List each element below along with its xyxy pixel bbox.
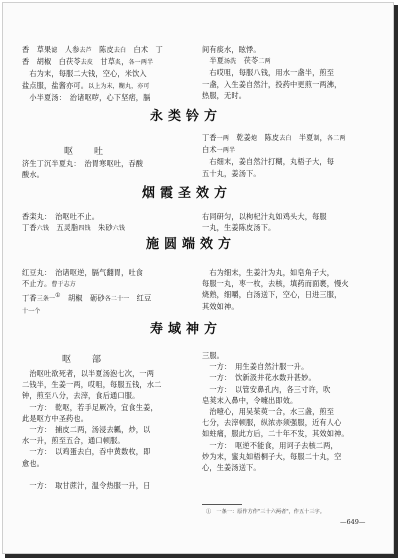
text-line (22, 469, 198, 480)
text-line: 一方： 饮新汲井花水数升甚妙。 (202, 373, 316, 383)
page-shadow-right (394, 5, 398, 557)
yanxia-left-text (22, 211, 198, 234)
text-line: 香 草果滤 人参去芦 陈皮去白 白术 丁 (22, 45, 163, 54)
text-line: 钟，煎至八分，去滓，食后通口服。 (22, 391, 140, 401)
yanxia-right-text (202, 211, 378, 233)
text-line: 烧熟，细嚼，白汤送下，空心，日进三服， (202, 290, 342, 300)
text-line: 丁香六钱 五灵脂四钱 朱砂六钱 (22, 223, 125, 233)
text-line: 白术一两半 (202, 145, 236, 155)
text-line: 右同研匀，以枸杞汁丸如鸡头大，每服 (202, 212, 327, 221)
text-line: 水一升，煎至五合，通口顿服。 (22, 436, 125, 446)
text-line: 香 胡椒 白茯苓去皮 甘草炙，各一两半 (22, 57, 154, 67)
yonglei-right-text (202, 132, 378, 179)
section-title-shouyu: 寿域神方 (150, 322, 223, 337)
text-line: 间有痰水，眩悸。 (202, 45, 261, 54)
text-line: 半夏汤洗 茯苓二两 (202, 56, 271, 66)
text-line: 红豆丸： 治诸呕逆，膈气翻胃，吐食 (22, 268, 144, 277)
text-line: 炒为末，蜜丸如梧桐子大，每服二十丸，空 (202, 451, 342, 461)
text-line: 此是呕方中圣药也。 (22, 413, 89, 423)
text-line: 一方： 以管安鼻孔内，各三寸许，吹 (202, 384, 331, 394)
text-line: 愈也。 (22, 458, 45, 468)
top-left-text (22, 44, 198, 103)
sub-heading-oubu: 呕 部 (62, 355, 108, 365)
text-line: 五十丸，姜汤下。 (202, 168, 261, 178)
text-line: 丁香三条一① 胡椒 砺砂各二十一 红豆 (22, 292, 152, 303)
text-line: 热服，无时。 (202, 90, 247, 100)
text-line: 十一个 (22, 308, 41, 315)
section-title-yanxia: 烟霞圣效方 (142, 186, 233, 201)
text-line: 心，生姜汤送下。 (202, 463, 261, 473)
yonglei-left-text (22, 158, 198, 180)
text-line: 盐点服，盐酱亦可。以上为末，糊丸，亦可 (22, 80, 150, 90)
text-line: 济生丁沉半夏丸： 治胃寒呕吐，吞酸 (22, 159, 144, 168)
shiyuanduan-right-text (202, 267, 378, 312)
page-shadow-bottom (5, 554, 398, 558)
text-line: 一方： 乾呕，若手足厥冷，宜食生姜， (22, 402, 158, 412)
text-line: 一方： 呕逆不能食，用诃子去核二两， (202, 440, 338, 450)
section-title-yonglei: 永类钤方 (150, 109, 223, 124)
sub-heading-outu: 呕 吐 (64, 147, 110, 157)
text-line: 小半夏汤： 治诸呕哕，心下坚痞，膈 (22, 92, 151, 102)
text-line: 丁香一两 乾姜炮 陈皮去白 半夏制，各二两 (202, 133, 346, 142)
text-line: 右细末，姜自然汁打糊，丸梧子大，每 (202, 157, 335, 167)
text-line: 治呕吐欲死者，以半夏汤泡七次，一两 (22, 369, 155, 378)
text-line: 一方： 取甘蔗汁，温令热服一升，日 (22, 481, 151, 491)
text-line: 香栾丸： 治呕吐不止。 (22, 212, 100, 221)
text-line: 一方： 用生姜自然汁服一升。 (202, 362, 309, 372)
text-line: 皂荚末入鼻中，令嚏出即效。 (202, 395, 298, 405)
page-number: —649— (340, 518, 366, 526)
text-line: 二钱半，生姜一两，哎咀，每服五钱，水二 (22, 380, 162, 390)
shiyuanduan-left-text (22, 267, 198, 317)
text-line: 一丸，生姜陈皮汤下。 (202, 223, 276, 233)
footnote: ① 一条一：原作方作"三十六两者"，作五十三字。 (206, 509, 325, 515)
shouyu-left-text (22, 368, 198, 491)
text-line: 一盏，入生姜自然汁，投药中更煎一两沸， (202, 79, 342, 89)
text-line: 右哎咀，每服八钱，用水一盏半，煎至 (202, 68, 335, 78)
text-line: 右为细末，生姜汁为丸，如皂角子大， (202, 268, 335, 277)
text-line: 每服一丸，枣一枚，去核，填药而面裹，慢火 (202, 279, 349, 289)
text-line: 一方： 以鸡蛋去白，吞中黄数枚，即 (22, 447, 151, 457)
text-line: 治噎心，用吴茱萸一合，水三盏，煎至 (202, 407, 335, 417)
footnote-rule (202, 504, 242, 505)
text-line: 一方： 捕皮二两，汤浸去瓤，炒，以 (22, 425, 151, 435)
text-line: 如蛀痛，服此方后，二十年不发，其效如神。 (202, 429, 349, 439)
text-line: 不止方。曹于志方 (22, 279, 76, 289)
shouyu-right-text (202, 350, 378, 473)
text-line: 右为末，每服二大钱，空心，米饮入 (22, 69, 147, 79)
text-line: 酸水。 (22, 170, 45, 180)
top-right-text (202, 44, 378, 101)
text-line: 其效如神。 (202, 301, 239, 311)
section-title-shiyuanduan: 施圆端效方 (146, 237, 237, 252)
text-line: 七分，去滓顿服，纵浓亦须强服，近有人心 (202, 418, 342, 428)
text-line: 三服。 (202, 351, 225, 360)
